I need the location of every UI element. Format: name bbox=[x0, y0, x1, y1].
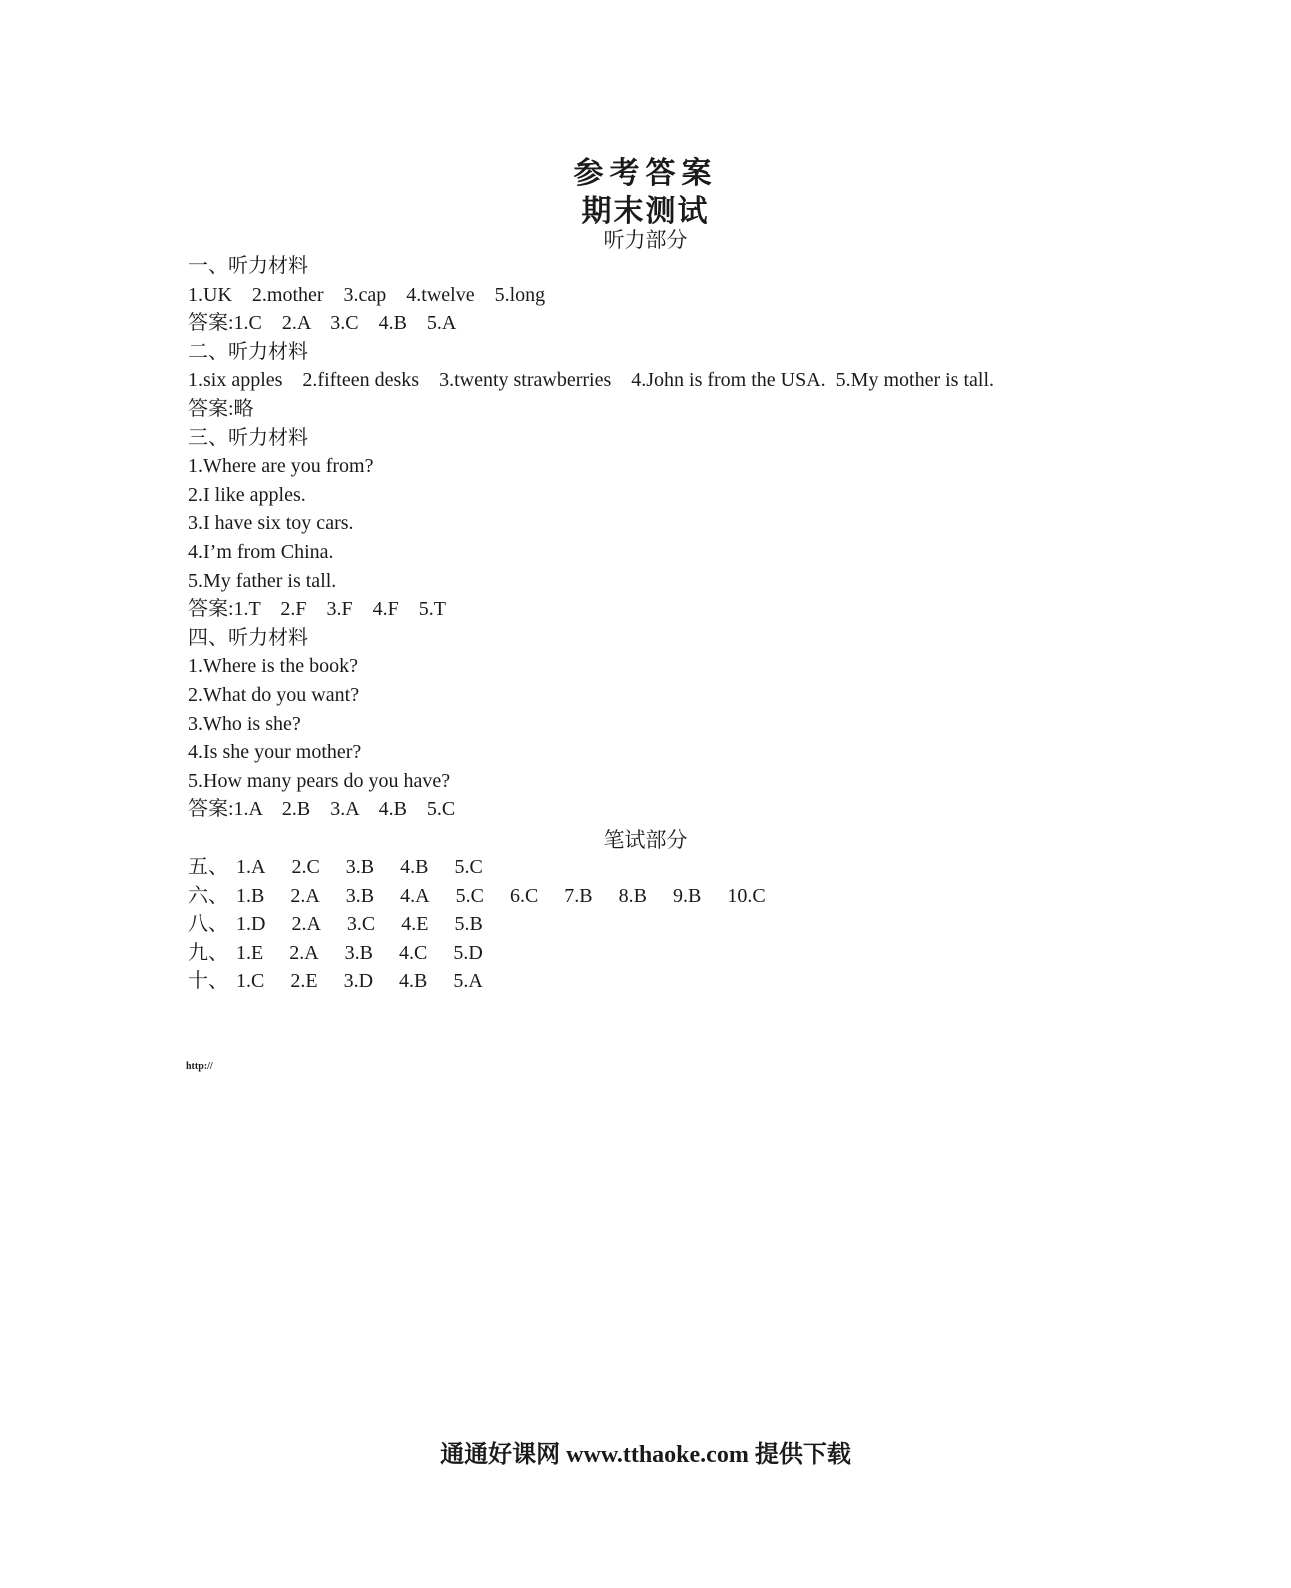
answer-row bbox=[188, 882, 792, 911]
answer: 1.C bbox=[236, 970, 265, 993]
answer-row bbox=[188, 939, 792, 968]
row-answers bbox=[236, 882, 792, 911]
url-stub: http:// bbox=[186, 1061, 213, 1072]
answer: 4.A bbox=[400, 884, 430, 907]
answer: 1.A bbox=[236, 856, 266, 878]
list-item: 2.What do you want? bbox=[188, 683, 360, 706]
answer: 5.C bbox=[455, 884, 484, 907]
answer: 5.B bbox=[454, 913, 483, 936]
list-item: 4.Is she your mother? bbox=[188, 741, 362, 764]
listening-answers bbox=[188, 252, 994, 824]
list-item: 1.Where is the book? bbox=[188, 655, 358, 678]
page-subtitle: 期末测试 bbox=[581, 195, 710, 228]
answer: 4.C bbox=[399, 941, 428, 964]
answer: 9.B bbox=[672, 884, 702, 907]
row-label: 六、 bbox=[188, 884, 228, 907]
page-title: 参考答案 bbox=[573, 157, 718, 190]
answer: 2.C bbox=[291, 856, 320, 878]
list-item: 1.Where are you from? bbox=[188, 455, 374, 478]
row-answers bbox=[236, 939, 509, 968]
answer: 3.B bbox=[344, 941, 374, 964]
answer: 7.B bbox=[564, 884, 593, 907]
list-item: 答案:略 bbox=[188, 397, 254, 420]
answer: 8.B bbox=[618, 884, 647, 907]
answer: 5.A bbox=[453, 970, 483, 993]
row-answers bbox=[236, 910, 509, 939]
answer: 4.B bbox=[400, 856, 429, 878]
answer: 4.B bbox=[399, 970, 428, 993]
answer: 2.E bbox=[290, 970, 318, 993]
list-item: 1.six apples 2.fifteen desks 3.twenty strawberries 4.John is from the USA. 5.My mother is tall. bbox=[188, 369, 994, 392]
written-answers bbox=[188, 853, 792, 996]
list-item: 三、听力材料 bbox=[188, 426, 308, 449]
list-item: 4.I’m from China. bbox=[188, 540, 334, 563]
answer: 1.D bbox=[236, 913, 266, 936]
row-label: 五、 bbox=[188, 856, 228, 878]
answer: 1.B bbox=[236, 884, 265, 907]
list-item: 四、听力材料 bbox=[188, 626, 308, 649]
row-label: 九、 bbox=[188, 941, 228, 964]
list-item: 答案:1.A 2.B 3.A 4.B 5.C bbox=[188, 798, 456, 821]
answer: 10.C bbox=[727, 884, 766, 907]
row-label: 十、 bbox=[188, 970, 228, 993]
list-item: 1.UK 2.mother 3.cap 4.twelve 5.long bbox=[188, 283, 546, 306]
answer: 3.B bbox=[345, 856, 375, 878]
answer: 5.C bbox=[454, 856, 483, 878]
row-answers bbox=[236, 853, 509, 882]
download-banner: 通通好课网 www.tthaoke.com 提供下载 bbox=[440, 1442, 851, 1468]
row-label: 八、 bbox=[188, 913, 228, 936]
answer: 4.E bbox=[401, 913, 429, 936]
row-answers bbox=[236, 967, 509, 996]
answer-row bbox=[188, 853, 792, 882]
list-item: 答案:1.T 2.F 3.F 4.F 5.T bbox=[188, 598, 446, 621]
answer: 5.D bbox=[453, 941, 483, 964]
answer: 2.A bbox=[289, 941, 319, 964]
answer-row bbox=[188, 910, 792, 939]
answer: 3.C bbox=[346, 913, 376, 936]
answer: 6.C bbox=[509, 884, 539, 907]
list-item: 2.I like apples. bbox=[188, 483, 306, 506]
list-item: 答案:1.C 2.A 3.C 4.B 5.A bbox=[188, 312, 457, 335]
listening-section-title: 听力部分 bbox=[603, 228, 688, 252]
list-item: 一、听力材料 bbox=[188, 255, 308, 277]
list-item: 3.Who is she? bbox=[188, 712, 301, 735]
written-section-title: 笔试部分 bbox=[603, 828, 688, 852]
answer: 2.A bbox=[291, 913, 321, 936]
answer: 3.D bbox=[343, 970, 374, 993]
list-item: 二、听力材料 bbox=[188, 340, 308, 363]
answer: 3.B bbox=[345, 884, 375, 907]
list-item: 3.I have six toy cars. bbox=[188, 512, 354, 535]
answer-row bbox=[188, 967, 792, 996]
list-item: 5.How many pears do you have? bbox=[188, 769, 451, 792]
answer: 2.A bbox=[290, 884, 320, 907]
answer: 1.E bbox=[236, 941, 264, 964]
list-item: 5.My father is tall. bbox=[188, 569, 337, 592]
